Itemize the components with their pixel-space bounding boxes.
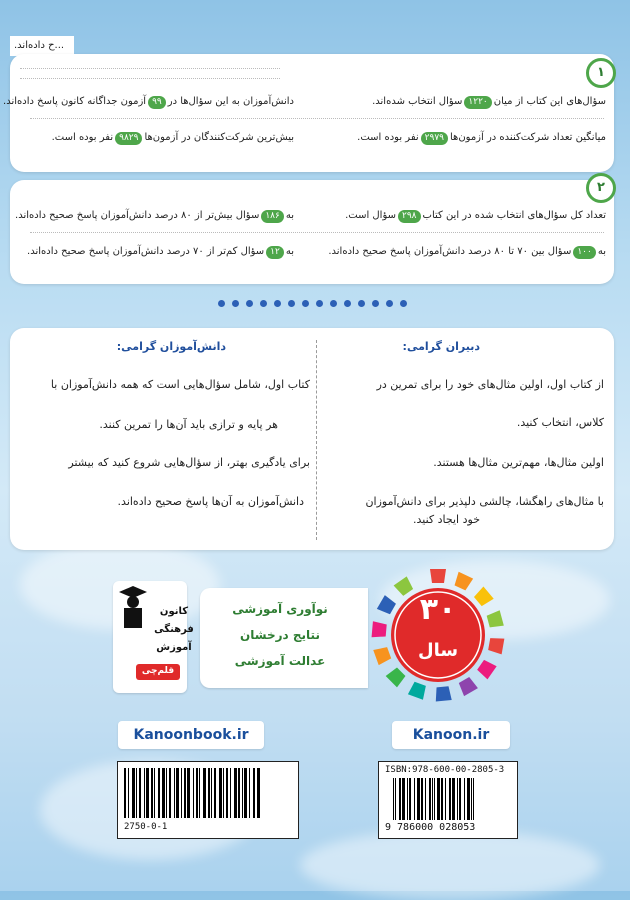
- barcode-bars: [124, 768, 260, 818]
- dot: [386, 300, 393, 307]
- teachers-title: دبیران گرامی:: [402, 340, 480, 353]
- students-line: هر پایه و ترازی باید آن‌ها را تمرین کنند.: [99, 418, 278, 431]
- book-icon: [430, 569, 446, 583]
- divider-line: [20, 78, 280, 79]
- stat-text: سؤال است.: [345, 210, 397, 221]
- stat-text: سؤال بیش‌تر از ۸۰ درصد دانش‌آموزان پاسخ صحیح داده‌اند.: [15, 210, 260, 221]
- stat-text: نفر بوده است.: [357, 132, 419, 143]
- stat-number: ۱۲: [266, 246, 284, 259]
- stats-box-1: [10, 54, 614, 172]
- dot: [372, 300, 379, 307]
- dots-separator: [218, 300, 407, 307]
- stat-text: سؤال‌های این کتاب از میان: [493, 96, 606, 107]
- dot: [358, 300, 365, 307]
- stat-total-questions: [345, 210, 606, 223]
- url-kanoon[interactable]: Kanoon.ir: [392, 721, 510, 749]
- logo-line: آموزش: [156, 642, 192, 653]
- stat-number: ۱۸۶: [261, 210, 284, 223]
- stat-text: به: [285, 246, 294, 257]
- stat-avg-participants: [357, 132, 606, 145]
- dot: [232, 300, 239, 307]
- dot: [330, 300, 337, 307]
- stat-below-70: [27, 246, 294, 259]
- anniversary-word: سال: [417, 640, 459, 661]
- stat-number: ۹۸۲۹: [115, 132, 142, 145]
- notes-panel: [10, 328, 614, 550]
- stat-text: سؤال بین ۷۰ تا ۸۰ درصد دانش‌آموزان پاسخ صحیح داده‌اند.: [328, 246, 572, 257]
- logo-line: قلم‌چی: [141, 666, 175, 676]
- isbn-text: ISBN:978-600-00-2805-3: [385, 765, 505, 775]
- dot: [246, 300, 253, 307]
- dot: [274, 300, 281, 307]
- stat-max-participants: [52, 132, 294, 145]
- barcode-bars: [393, 778, 474, 820]
- slogan-results: نتایج درخشان: [240, 628, 320, 642]
- slogan-innovation: نوآوری آموزشی: [232, 602, 328, 616]
- stat-between-70-80: [328, 246, 606, 259]
- dot: [288, 300, 295, 307]
- stat-text: به: [597, 246, 606, 257]
- dot: [260, 300, 267, 307]
- badge-1: ۱: [586, 58, 616, 88]
- badge-2: ۲: [586, 173, 616, 203]
- logo-line: فرهنگی: [154, 624, 194, 635]
- stat-text: میانگین تعداد شرکت‌کننده در آزمون‌ها: [450, 132, 606, 143]
- stat-text: بیش‌ترین شرکت‌کنندگان در آزمون‌ها: [144, 132, 294, 143]
- url-kanoonbook[interactable]: Kanoonbook.ir: [118, 721, 264, 749]
- divider-line: [30, 232, 604, 233]
- stat-number: ۲۹۷۹: [421, 132, 448, 145]
- stat-number: ۹۹: [148, 96, 166, 109]
- dot: [400, 300, 407, 307]
- dot: [218, 300, 225, 307]
- stat-text: تعداد کل سؤال‌های انتخاب شده در این کتاب: [422, 210, 606, 221]
- stat-number: ۱۰۰: [573, 246, 596, 259]
- teachers-line: کلاس، انتخاب کنید.: [516, 416, 604, 429]
- stat-exams: [3, 96, 294, 109]
- cloud-decoration: [300, 830, 600, 900]
- books-ring-emblem: [356, 556, 520, 714]
- dot: [344, 300, 351, 307]
- stat-above-80: [15, 210, 294, 223]
- stat-text: به: [285, 210, 294, 221]
- stat-text: آزمون جداگانه کانون پاسخ داده‌اند.: [3, 96, 147, 107]
- teachers-line: با مثال‌های راهگشا، چالشی دلپذیر برای دانش‌آموزان: [365, 495, 604, 508]
- price-code: 2750-0-1: [124, 822, 168, 832]
- divider-line: [20, 68, 280, 69]
- slogan-justice: عدالت آموزشی: [234, 654, 326, 668]
- stat-text: سؤال کم‌تر از ۷۰ درصد دانش‌آموزان پاسخ صحیح داده‌اند.: [27, 246, 265, 257]
- fragment-text: ...ح داده‌اند.: [14, 40, 65, 51]
- stat-text: دانش‌آموزان به این سؤال‌ها در: [167, 96, 294, 107]
- stat-number: ۲۹۸: [398, 210, 421, 223]
- anniversary-number: ۳۰: [419, 592, 457, 627]
- stat-number: ۱۲۲۰: [464, 96, 491, 109]
- stat-text: نفر بوده است.: [51, 132, 114, 143]
- dot: [302, 300, 309, 307]
- students-line: کتاب اول، شامل سؤال‌هایی است که همه دانش‌آموزان با: [50, 378, 310, 391]
- stat-questions-pool: [372, 96, 606, 109]
- dot: [316, 300, 323, 307]
- students-line: دانش‌آموزان به آن‌ها پاسخ صحیح داده‌اند.: [117, 495, 304, 508]
- divider-line: [30, 118, 604, 119]
- ean-digits: 9 786000 028053: [385, 822, 476, 833]
- teachers-line: اولین مثال‌ها، مهم‌ترین مثال‌ها هستند.: [433, 456, 604, 469]
- teachers-line: از کتاب اول، اولین مثال‌های خود را برای تمرین در: [376, 378, 604, 391]
- students-line: برای یادگیری بهتر، از سؤال‌هایی شروع کنید که بیشتر: [68, 456, 310, 469]
- isbn-barcode: [378, 761, 518, 839]
- price-barcode: [117, 761, 299, 839]
- students-title: دانش‌آموزان گرامی:: [116, 340, 226, 353]
- notes-divider: [316, 340, 317, 540]
- teachers-line: خود ایجاد کنید.: [413, 513, 480, 526]
- logo-line: کانون: [159, 606, 189, 617]
- stat-text: سؤال انتخاب شده‌اند.: [372, 96, 463, 107]
